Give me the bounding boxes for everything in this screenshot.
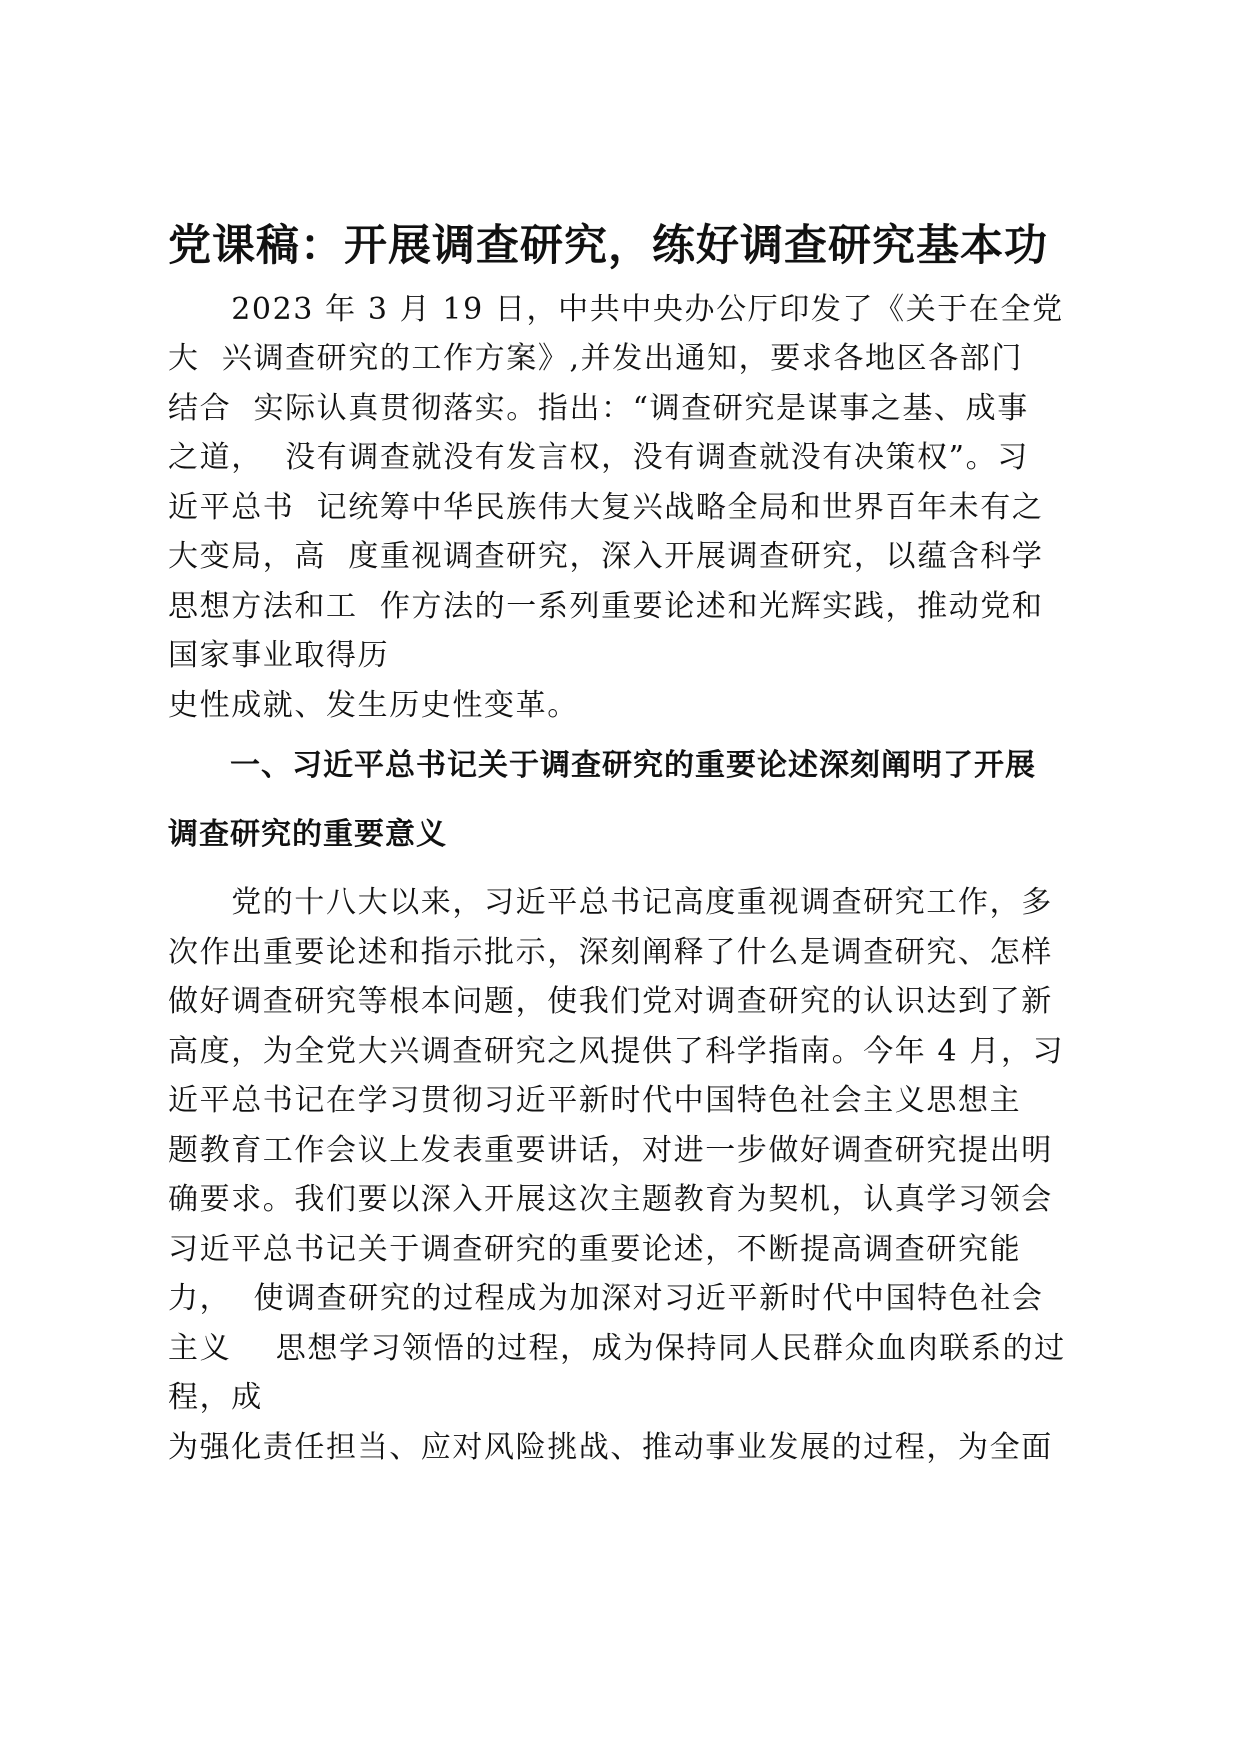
intro-line: 国家事业取得历 bbox=[168, 638, 390, 673]
body-line: 程，成 bbox=[168, 1380, 263, 1415]
intro-line: 大 兴调查研究的工作方案》,并发出通知，要求各地区各部门 bbox=[168, 341, 1024, 376]
document-title: 党课稿：开展调查研究，练好调查研究基本功 bbox=[168, 221, 1048, 271]
intro-line: 近平总书 记统筹中华民族伟大复兴战略全局和世界百年未有之 bbox=[168, 490, 1044, 525]
body-line: 近平总书记在学习贯彻习近平新时代中国特色社会主义思想主 bbox=[168, 1083, 1022, 1118]
intro-line: 结合 实际认真贯彻落实。指出：“调查研究是谋事之基、成事 bbox=[168, 391, 1029, 426]
intro-line: 大变局，高 度重视调查研究，深入开展调查研究，以蕴含科学 bbox=[168, 539, 1044, 574]
section-heading: 调查研究的重要意义 bbox=[168, 817, 447, 852]
body-line: 次作出重要论述和指示批示，深刻阐释了什么是调查研究、怎样 bbox=[168, 935, 1053, 970]
intro-line: 思想方法和工 作方法的一系列重要论述和光辉实践，推动党和 bbox=[168, 589, 1044, 624]
body-line: 高度，为全党大兴调查研究之风提供了科学指南。今年 4 月，习 bbox=[168, 1034, 1065, 1069]
body-line: 确要求。我们要以深入开展这次主题教育为契机，认真学习领会 bbox=[168, 1182, 1053, 1217]
body-line: 主义 思想学习领悟的过程，成为保持同人民群众血肉联系的过 bbox=[168, 1331, 1066, 1366]
body-line: 为强化责任担当、应对风险挑战、推动事业发展的过程，为全面 bbox=[168, 1430, 1053, 1465]
intro-line: 2023 年 3 月 19 日，中共中央办公厅印发了《关于在全党 bbox=[168, 292, 1064, 327]
body-line: 党的十八大以来，习近平总书记高度重视调查研究工作，多 bbox=[168, 885, 1053, 920]
intro-line: 史性成就、发生历史性变革。 bbox=[168, 688, 579, 723]
section-heading: 一、习近平总书记关于调查研究的重要论述深刻阐明了开展 bbox=[168, 748, 1036, 783]
body-line: 力， 使调查研究的过程成为加深对习近平新时代中国特色社会 bbox=[168, 1281, 1044, 1316]
intro-line: 之道， 没有调查就没有发言权，没有调查就没有决策权”。习 bbox=[168, 440, 1029, 475]
body-line: 题教育工作会议上发表重要讲话，对进一步做好调查研究提出明 bbox=[168, 1133, 1053, 1168]
body-line: 做好调查研究等根本问题，使我们党对调查研究的认识达到了新 bbox=[168, 984, 1053, 1019]
body-line: 习近平总书记关于调查研究的重要论述，不断提高调查研究能 bbox=[168, 1232, 1022, 1267]
